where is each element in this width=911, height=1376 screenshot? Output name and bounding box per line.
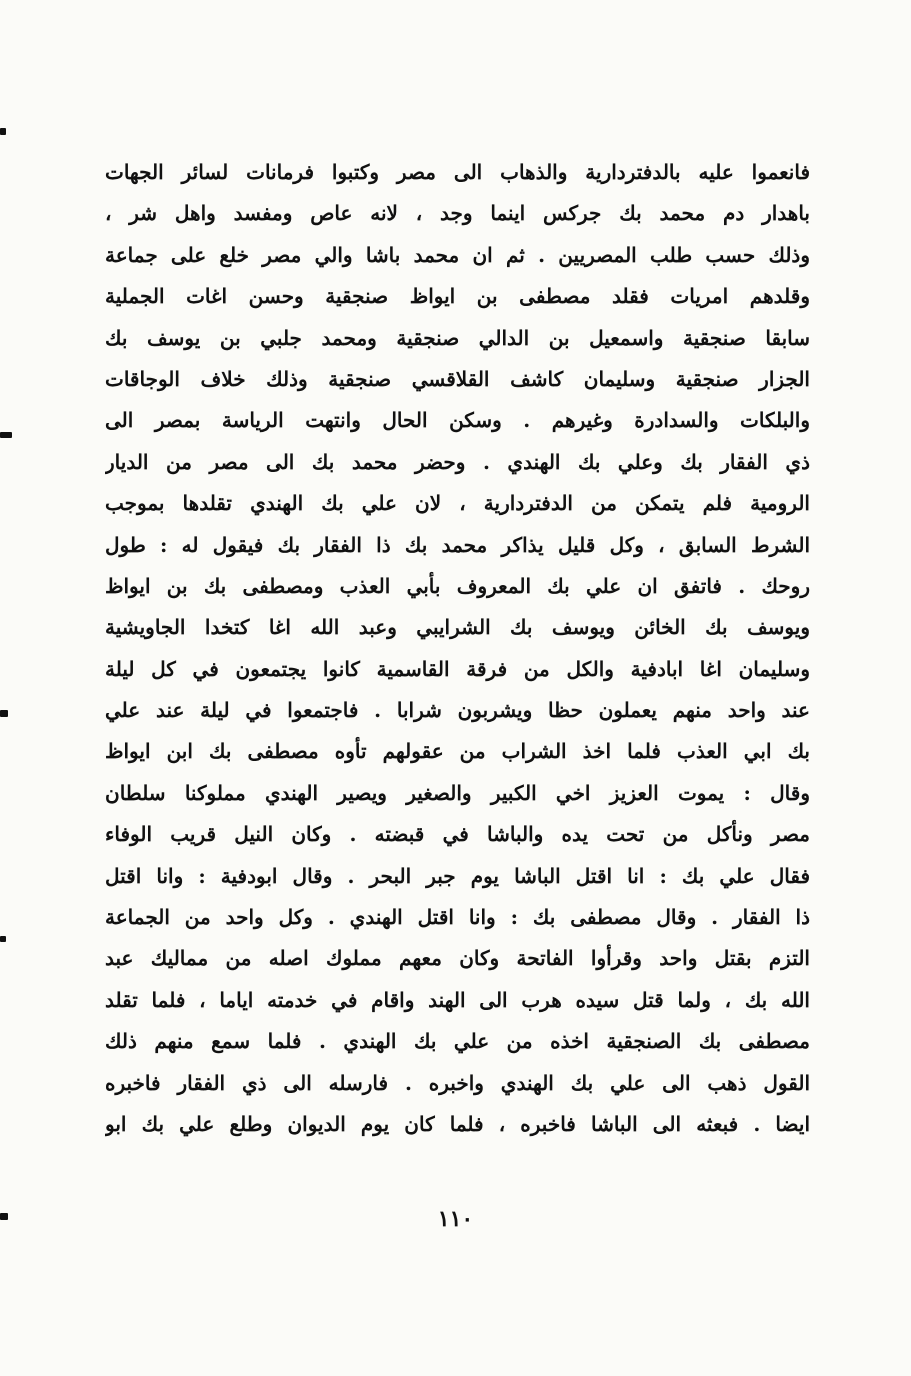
text-line: ذا الفقار . وقال مصطفى بك : وانا اقتل الهندي . وكل واحد من الجماعة xyxy=(105,905,810,930)
text-line: الله بك ، ولما قتل سيده هرب الى الهند واقام في خدمته اياما ، فلما تقلد xyxy=(105,987,810,1012)
text-line: روحك . فاتفق ان علي بك المعروف بأبي العذب ومصطفى بك بن ايواظ xyxy=(105,573,810,598)
text-line: الشرط السابق ، وكل قليل يذاكر محمد بك ذا الفقار بك فيقول له : طول xyxy=(105,532,810,557)
text-line: ذي الفقار بك وعلي بك الهندي . وحضر محمد بك الى مصر من الديار xyxy=(105,449,810,474)
text-line: ويوسف بك الخائن ويوسف بك الشرايبي وعبد الله اغا كتخدا الجاويشية xyxy=(105,615,810,640)
scan-mark xyxy=(0,128,6,135)
text-line: وقلدهم امريات فقلد مصطفى بن ايواظ صنجقية وحسن اغات الجملية xyxy=(105,284,810,309)
text-line: التزم بقتل واحد وقرأوا الفاتحة وكان معهم مملوك اصله من مماليك عبد xyxy=(105,946,810,971)
text-line: القول ذهب الى علي بك الهندي واخبره . فارسله الى ذي الفقار فاخبره xyxy=(105,1070,810,1095)
text-line: سابقا صنجقية واسمعيل بن الدالي صنجقية ومحمد جلبي بن يوسف بك xyxy=(105,325,810,350)
body-text xyxy=(105,152,810,1145)
text-line: مصطفى بك الصنجقية اخذه من علي بك الهندي . فلما سمع منهم ذلك xyxy=(105,1029,810,1054)
scan-mark xyxy=(0,710,8,717)
text-line: عند واحد منهم يعملون حظا ويشربون شرابا . فاجتمعوا في ليلة عند علي xyxy=(105,698,810,723)
page-number: ١١٠ xyxy=(437,1206,474,1232)
text-line: والبلكات والسدادرة وغيرهم . وسكن الحال وانتهت الرياسة بمصر الى xyxy=(105,408,810,433)
text-line: وسليمان اغا ابادفية والكل من فرقة القاسمية كانوا يجتمعون في كل ليلة xyxy=(105,656,810,681)
scan-mark xyxy=(0,936,6,942)
text-line: الرومية فلم يتمكن من الدفتردارية ، لان علي بك الهندي تقلدها بموجب xyxy=(105,491,810,516)
text-line: الجزار صنجقية وسليمان كاشف القلاقسي صنجقية وذلك خلاف الوجاقات xyxy=(105,366,810,391)
text-line: وقال : يموت العزيز اخي الكبير والصغير ويصير الهندي مملوكنا سلطان xyxy=(105,780,810,805)
text-line: فقال علي بك : انا اقتل الباشا يوم جبر البحر . وقال ابودفية : وانا اقتل xyxy=(105,863,810,888)
scan-mark xyxy=(0,1213,8,1220)
text-line: ايضا . فبعثه الى الباشا فاخبره ، فلما كان يوم الديوان وطلع علي بك ابو xyxy=(105,1111,810,1136)
text-line: باهدار دم محمد بك جركس اينما وجد ، لانه عاص ومفسد واهل شر ، xyxy=(105,201,810,226)
text-line: فانعموا عليه بالدفتردارية والذهاب الى مصر وكتبوا فرمانات لسائر الجهات xyxy=(105,160,810,184)
text-line: مصر ونأكل من تحت يده والباشا في قبضته . وكان النيل قريب الوفاء xyxy=(105,822,810,847)
text-line: وذلك حسب طلب المصريين . ثم ان محمد باشا والي مصر خلع على جماعة xyxy=(105,242,810,267)
text-line: بك ابي العذب فلما اخذ الشراب من عقولهم تأوه مصطفى بك ابن ايواظ xyxy=(105,739,810,764)
scan-mark xyxy=(0,432,12,438)
